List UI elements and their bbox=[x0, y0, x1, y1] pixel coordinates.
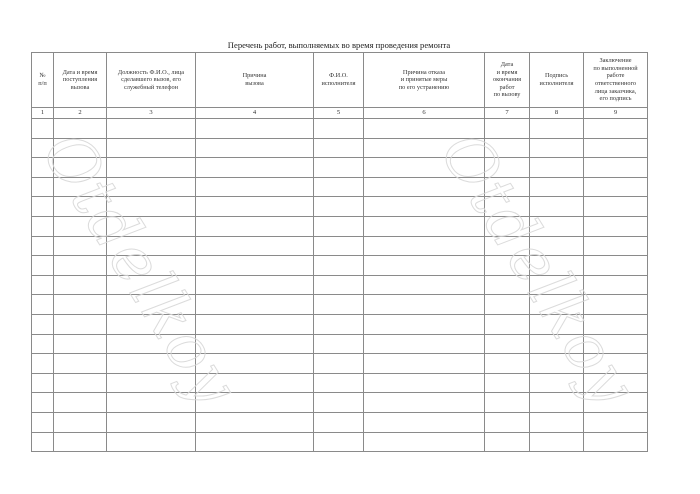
table-cell[interactable] bbox=[196, 236, 314, 256]
table-cell[interactable] bbox=[530, 275, 584, 295]
table-cell[interactable] bbox=[485, 256, 530, 276]
table-cell[interactable] bbox=[584, 393, 648, 413]
table-cell[interactable] bbox=[54, 119, 107, 139]
table-cell[interactable] bbox=[54, 412, 107, 432]
table-cell[interactable] bbox=[196, 256, 314, 276]
table-cell[interactable] bbox=[485, 295, 530, 315]
table-cell[interactable] bbox=[584, 256, 648, 276]
table-cell[interactable] bbox=[485, 119, 530, 139]
table-cell[interactable] bbox=[364, 119, 485, 139]
table-cell[interactable] bbox=[196, 177, 314, 197]
table-cell[interactable] bbox=[196, 158, 314, 178]
table-cell[interactable] bbox=[364, 138, 485, 158]
table-cell[interactable] bbox=[54, 197, 107, 217]
column-header: Должность Ф.И.О., лица сделавшего вызов, его служебный телефон bbox=[107, 53, 196, 108]
column-header: Причина отказа и принятые меры по его устранению bbox=[364, 53, 485, 108]
table-cell[interactable] bbox=[485, 177, 530, 197]
table-row bbox=[32, 119, 648, 139]
header-row bbox=[32, 53, 648, 108]
column-header: Заключение по выполненной работе ответственного лица заказчика, его подпись bbox=[584, 53, 648, 108]
table-cell[interactable] bbox=[54, 275, 107, 295]
table-cell[interactable] bbox=[530, 177, 584, 197]
table-cell[interactable] bbox=[196, 432, 314, 452]
table-cell[interactable] bbox=[54, 334, 107, 354]
column-number: 8 bbox=[530, 108, 584, 119]
column-number-row bbox=[32, 108, 648, 119]
table-cell[interactable] bbox=[32, 158, 54, 178]
table-cell[interactable] bbox=[364, 158, 485, 178]
table-cell[interactable] bbox=[32, 275, 54, 295]
column-header: № п/п bbox=[32, 53, 54, 108]
table-cell[interactable] bbox=[485, 354, 530, 374]
table-row bbox=[32, 354, 648, 374]
table-cell[interactable] bbox=[32, 393, 54, 413]
table-cell[interactable] bbox=[32, 256, 54, 276]
table-cell[interactable] bbox=[584, 138, 648, 158]
table-cell[interactable] bbox=[54, 354, 107, 374]
table-cell[interactable] bbox=[364, 432, 485, 452]
table-cell[interactable] bbox=[107, 236, 196, 256]
table-cell[interactable] bbox=[584, 412, 648, 432]
table-cell[interactable] bbox=[32, 197, 54, 217]
table-cell[interactable] bbox=[196, 197, 314, 217]
table-cell[interactable] bbox=[107, 177, 196, 197]
table-cell[interactable] bbox=[364, 354, 485, 374]
table-cell[interactable] bbox=[54, 216, 107, 236]
table-cell[interactable] bbox=[196, 275, 314, 295]
table-cell[interactable] bbox=[530, 138, 584, 158]
table-cell[interactable] bbox=[364, 256, 485, 276]
table-row bbox=[32, 158, 648, 178]
table-cell[interactable] bbox=[314, 275, 364, 295]
table-cell[interactable] bbox=[485, 275, 530, 295]
table-cell[interactable] bbox=[32, 314, 54, 334]
table-cell[interactable] bbox=[530, 432, 584, 452]
table-row bbox=[32, 177, 648, 197]
table-cell[interactable] bbox=[32, 216, 54, 236]
table-cell[interactable] bbox=[485, 314, 530, 334]
table-cell[interactable] bbox=[364, 334, 485, 354]
table-cell[interactable] bbox=[32, 334, 54, 354]
table-cell[interactable] bbox=[314, 158, 364, 178]
table-cell[interactable] bbox=[107, 197, 196, 217]
table-cell[interactable] bbox=[32, 119, 54, 139]
table-cell[interactable] bbox=[364, 236, 485, 256]
table-cell[interactable] bbox=[196, 393, 314, 413]
table-cell[interactable] bbox=[364, 177, 485, 197]
table-cell[interactable] bbox=[32, 432, 54, 452]
table-cell[interactable] bbox=[584, 373, 648, 393]
table-row bbox=[32, 334, 648, 354]
table-row bbox=[32, 393, 648, 413]
table-cell[interactable] bbox=[54, 177, 107, 197]
table-row bbox=[32, 275, 648, 295]
table-row bbox=[32, 314, 648, 334]
column-header: Подпись исполнителя bbox=[530, 53, 584, 108]
table-row bbox=[32, 216, 648, 236]
table-cell[interactable] bbox=[485, 432, 530, 452]
table-cell[interactable] bbox=[107, 119, 196, 139]
table-cell[interactable] bbox=[107, 314, 196, 334]
table-cell[interactable] bbox=[485, 236, 530, 256]
table-cell[interactable] bbox=[314, 393, 364, 413]
table-cell[interactable] bbox=[584, 275, 648, 295]
table-cell[interactable] bbox=[314, 119, 364, 139]
column-header: Ф.И.О. исполнителя bbox=[314, 53, 364, 108]
table-row bbox=[32, 295, 648, 315]
table-cell[interactable] bbox=[314, 197, 364, 217]
table-cell[interactable] bbox=[54, 393, 107, 413]
table-cell[interactable] bbox=[314, 177, 364, 197]
table-cell[interactable] bbox=[584, 354, 648, 374]
column-number: 5 bbox=[314, 108, 364, 119]
table-cell[interactable] bbox=[584, 295, 648, 315]
table-cell[interactable] bbox=[364, 216, 485, 236]
table-row bbox=[32, 373, 648, 393]
table-cell[interactable] bbox=[584, 236, 648, 256]
table-cell[interactable] bbox=[485, 334, 530, 354]
table-cell[interactable] bbox=[530, 256, 584, 276]
table-cell[interactable] bbox=[54, 138, 107, 158]
table-cell[interactable] bbox=[364, 314, 485, 334]
table-cell[interactable] bbox=[530, 393, 584, 413]
table-cell[interactable] bbox=[364, 393, 485, 413]
table-cell[interactable] bbox=[314, 236, 364, 256]
table-cell[interactable] bbox=[196, 295, 314, 315]
table-cell[interactable] bbox=[107, 138, 196, 158]
table-cell[interactable] bbox=[584, 177, 648, 197]
table-cell[interactable] bbox=[584, 314, 648, 334]
table-cell[interactable] bbox=[584, 119, 648, 139]
table-cell[interactable] bbox=[107, 412, 196, 432]
table-cell[interactable] bbox=[485, 373, 530, 393]
table-cell[interactable] bbox=[530, 197, 584, 217]
table-cell[interactable] bbox=[485, 138, 530, 158]
table-cell[interactable] bbox=[32, 373, 54, 393]
table-cell[interactable] bbox=[530, 236, 584, 256]
table-cell[interactable] bbox=[196, 216, 314, 236]
table-cell[interactable] bbox=[32, 412, 54, 432]
table-cell[interactable] bbox=[364, 295, 485, 315]
table-cell[interactable] bbox=[485, 197, 530, 217]
table-cell[interactable] bbox=[107, 354, 196, 374]
table-cell[interactable] bbox=[485, 412, 530, 432]
table-cell[interactable] bbox=[196, 119, 314, 139]
table-cell[interactable] bbox=[32, 138, 54, 158]
table-cell[interactable] bbox=[107, 373, 196, 393]
table-cell[interactable] bbox=[530, 158, 584, 178]
table-cell[interactable] bbox=[584, 334, 648, 354]
table-cell[interactable] bbox=[107, 295, 196, 315]
table-cell[interactable] bbox=[530, 295, 584, 315]
table-cell[interactable] bbox=[32, 236, 54, 256]
column-number: 6 bbox=[364, 108, 485, 119]
table-cell[interactable] bbox=[364, 373, 485, 393]
table-cell[interactable] bbox=[314, 373, 364, 393]
table-cell[interactable] bbox=[530, 354, 584, 374]
table-cell[interactable] bbox=[107, 393, 196, 413]
column-header: Дата и время окончания работ по вызову bbox=[485, 53, 530, 108]
table-cell[interactable] bbox=[54, 256, 107, 276]
table-cell[interactable] bbox=[54, 432, 107, 452]
table-cell[interactable] bbox=[54, 373, 107, 393]
table-cell[interactable] bbox=[107, 275, 196, 295]
table-cell[interactable] bbox=[196, 373, 314, 393]
table-cell[interactable] bbox=[314, 412, 364, 432]
table-cell[interactable] bbox=[107, 334, 196, 354]
column-header: Дата и время поступления вызова bbox=[54, 53, 107, 108]
table-cell[interactable] bbox=[364, 412, 485, 432]
table-cell[interactable] bbox=[32, 354, 54, 374]
table-cell[interactable] bbox=[54, 158, 107, 178]
column-number: 7 bbox=[485, 108, 530, 119]
table-cell[interactable] bbox=[584, 158, 648, 178]
table-cell[interactable] bbox=[485, 393, 530, 413]
watermark-logo: Otdelkoy bbox=[27, 120, 253, 420]
column-number: 4 bbox=[196, 108, 314, 119]
column-number: 9 bbox=[584, 108, 648, 119]
table-cell[interactable] bbox=[196, 334, 314, 354]
table-row bbox=[32, 256, 648, 276]
column-number: 1 bbox=[32, 108, 54, 119]
table-cell[interactable] bbox=[530, 314, 584, 334]
table-cell[interactable] bbox=[485, 216, 530, 236]
table-cell[interactable] bbox=[584, 432, 648, 452]
table-row bbox=[32, 236, 648, 256]
table-cell[interactable] bbox=[107, 432, 196, 452]
column-number: 3 bbox=[107, 108, 196, 119]
table-cell[interactable] bbox=[54, 295, 107, 315]
table-cell[interactable] bbox=[364, 275, 485, 295]
table-cell[interactable] bbox=[530, 334, 584, 354]
document-title: Перечень работ, выполняемых во время проведения ремонта bbox=[227, 40, 451, 50]
table-cell[interactable] bbox=[314, 354, 364, 374]
table-cell[interactable] bbox=[314, 256, 364, 276]
table-cell[interactable] bbox=[530, 119, 584, 139]
table-row bbox=[32, 412, 648, 432]
table-cell[interactable] bbox=[54, 314, 107, 334]
column-header: Причина вызова bbox=[196, 53, 314, 108]
table-cell[interactable] bbox=[54, 236, 107, 256]
watermark-logo: Otdelkoy bbox=[425, 120, 651, 420]
table-cell[interactable] bbox=[364, 197, 485, 217]
table-row bbox=[32, 432, 648, 452]
table-row bbox=[32, 197, 648, 217]
table-cell[interactable] bbox=[32, 295, 54, 315]
table-cell[interactable] bbox=[32, 177, 54, 197]
column-number: 2 bbox=[54, 108, 107, 119]
table-cell[interactable] bbox=[314, 314, 364, 334]
table-cell[interactable] bbox=[196, 412, 314, 432]
work-log-table bbox=[31, 52, 651, 452]
table-cell[interactable] bbox=[530, 216, 584, 236]
table-row bbox=[32, 138, 648, 158]
table-cell[interactable] bbox=[314, 432, 364, 452]
table-cell[interactable] bbox=[314, 334, 364, 354]
table-cell[interactable] bbox=[196, 314, 314, 334]
table-cell[interactable] bbox=[107, 216, 196, 236]
table-cell[interactable] bbox=[314, 216, 364, 236]
table-cell[interactable] bbox=[485, 158, 530, 178]
table-cell[interactable] bbox=[196, 354, 314, 374]
table-cell[interactable] bbox=[530, 412, 584, 432]
table-cell[interactable] bbox=[107, 256, 196, 276]
table-cell[interactable] bbox=[196, 138, 314, 158]
table-cell[interactable] bbox=[530, 373, 584, 393]
table-cell[interactable] bbox=[314, 295, 364, 315]
table-cell[interactable] bbox=[584, 216, 648, 236]
table-cell[interactable] bbox=[314, 138, 364, 158]
table-cell[interactable] bbox=[584, 197, 648, 217]
table-cell[interactable] bbox=[107, 158, 196, 178]
